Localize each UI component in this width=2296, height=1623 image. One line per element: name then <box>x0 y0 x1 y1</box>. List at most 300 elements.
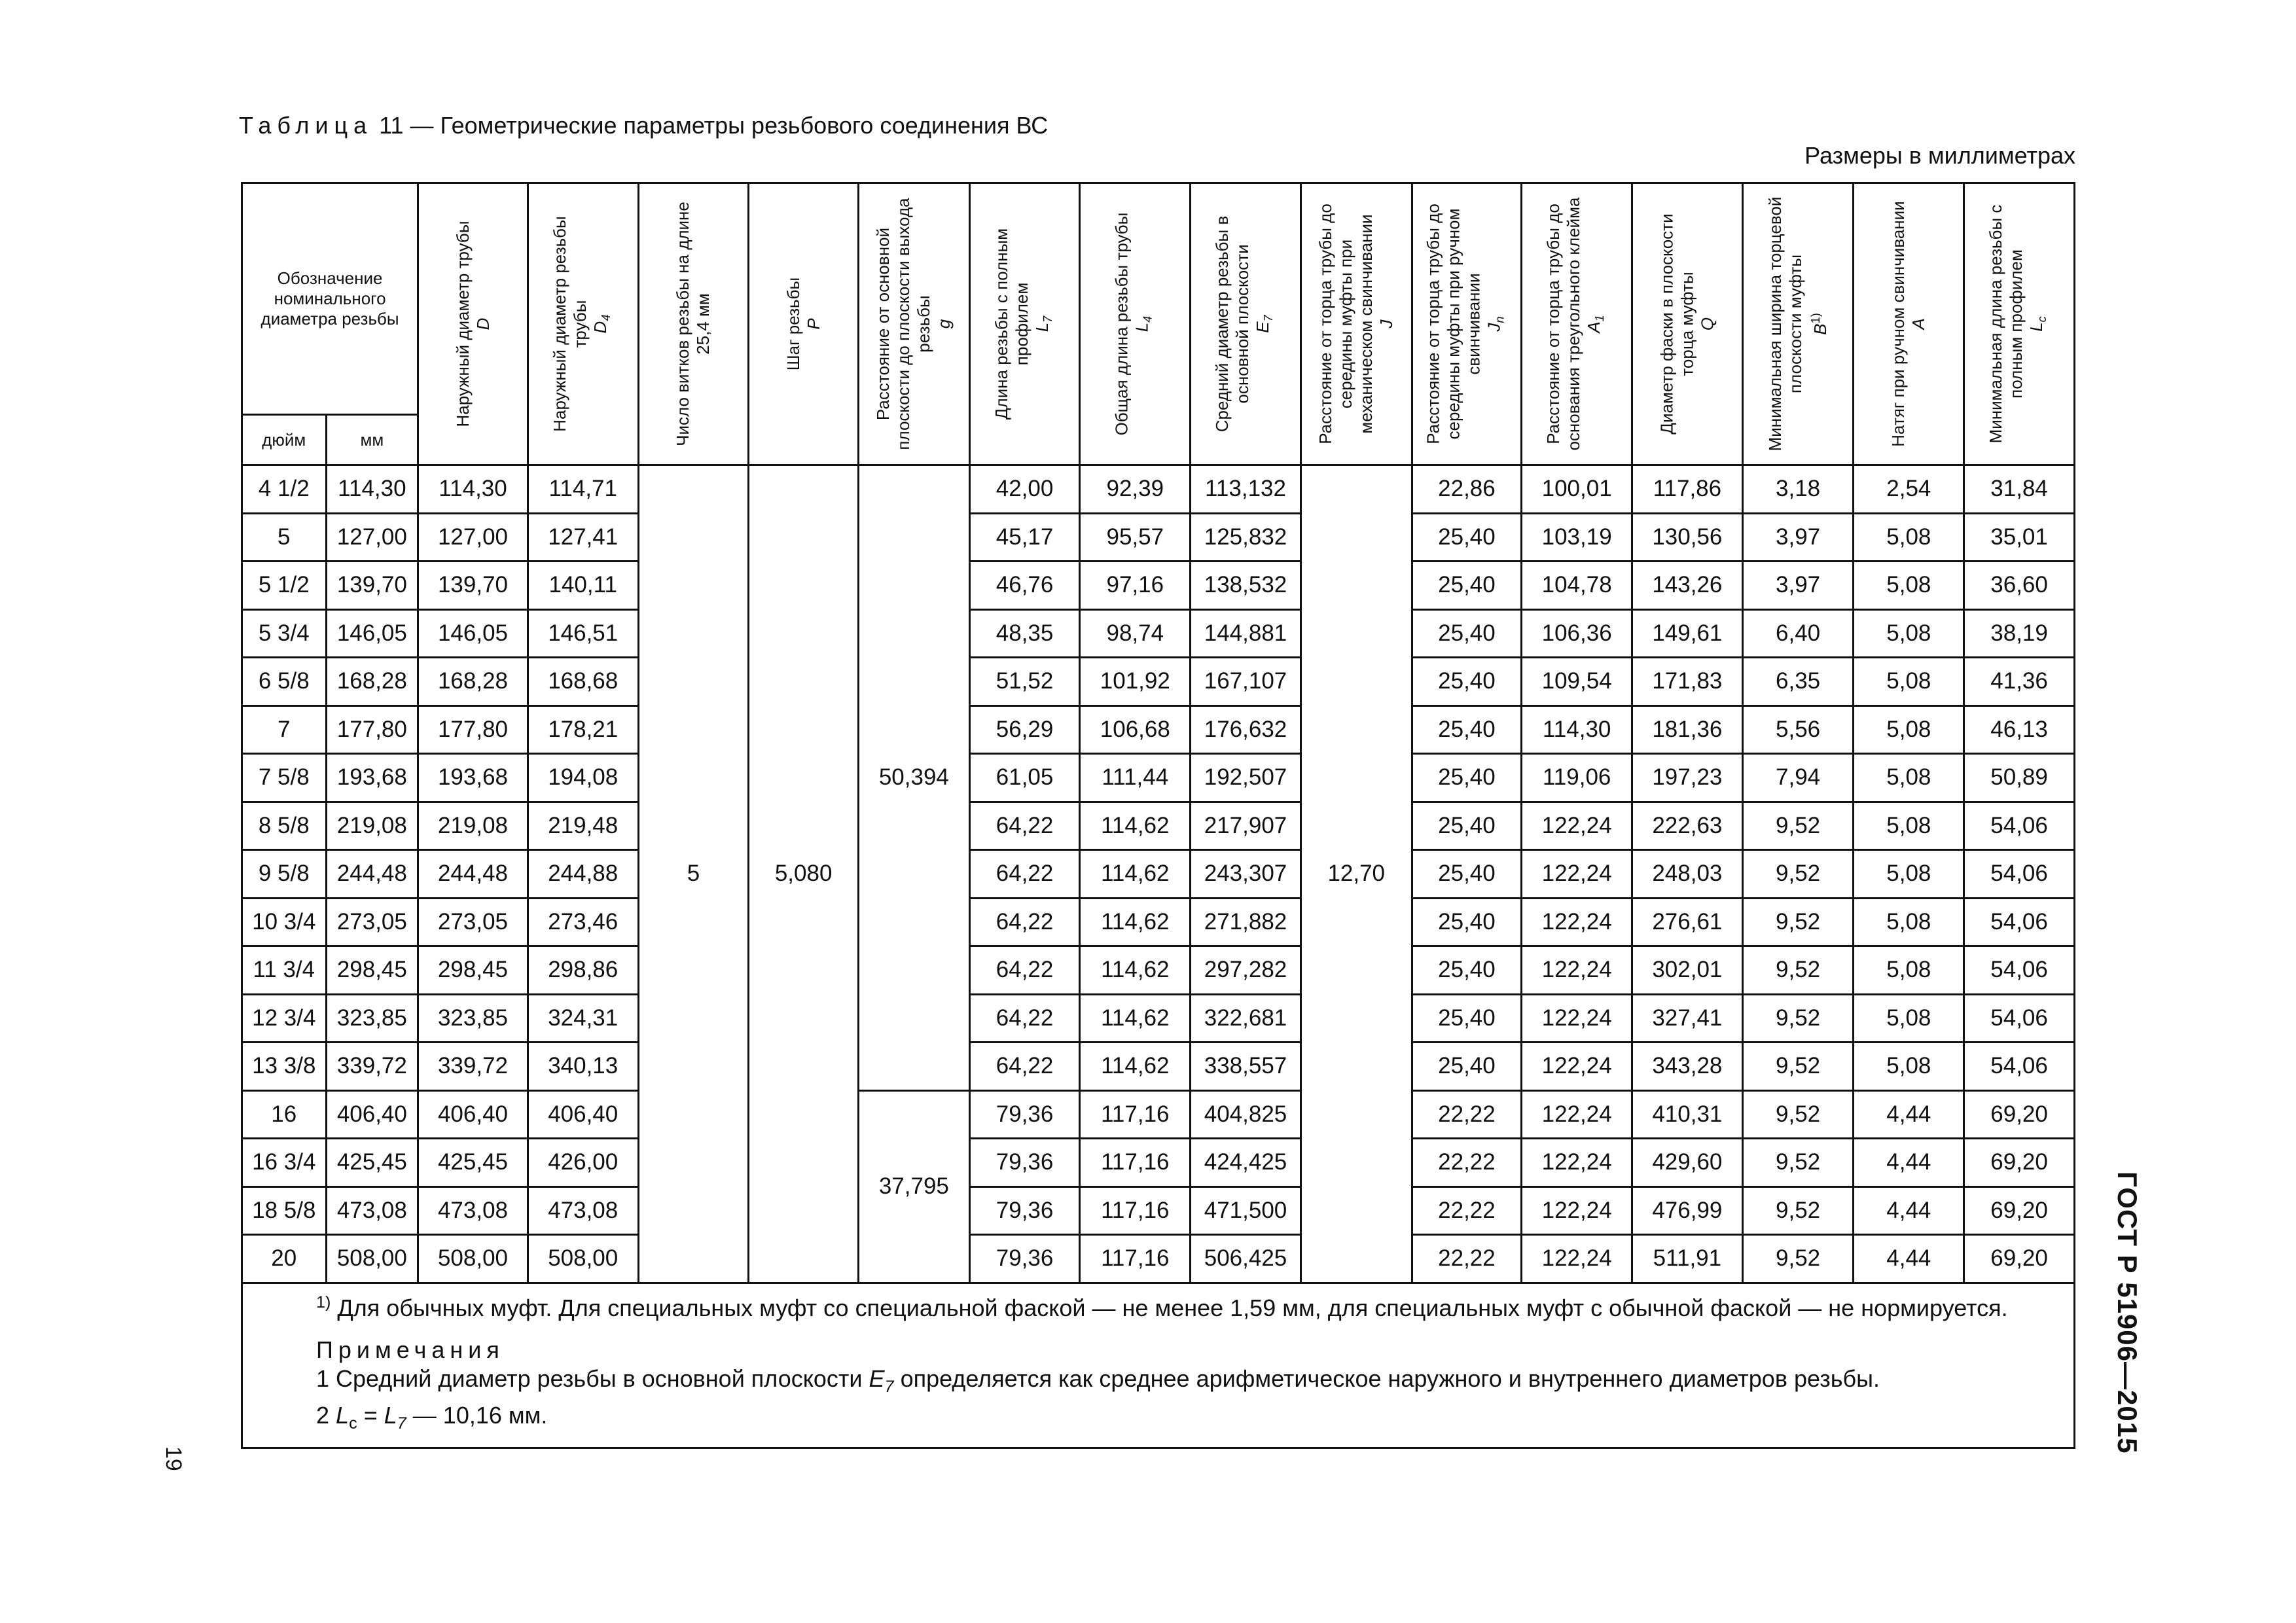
cell-l7: 64,22 <box>969 946 1080 995</box>
cell-pitch: 5,080 <box>749 465 859 1283</box>
cell-b: 7,94 <box>1742 754 1854 802</box>
cell-l4: 117,16 <box>1080 1139 1191 1187</box>
cell-l7: 61,05 <box>969 754 1080 802</box>
cell-a1: 103,19 <box>1522 513 1632 562</box>
cell-d4: 426,00 <box>528 1139 638 1187</box>
col-header-text <box>1986 193 2053 455</box>
cell-e7: 144,881 <box>1191 609 1301 658</box>
table-row <box>242 465 2075 514</box>
cell-lc: 69,20 <box>1964 1186 2075 1235</box>
cell-a1: 119,06 <box>1522 754 1632 802</box>
footnote-mark: 1) <box>316 1293 331 1311</box>
cell-jn: 25,40 <box>1412 705 1522 754</box>
col-header-text <box>1112 193 1158 455</box>
cell-d4: 508,00 <box>528 1235 638 1283</box>
cell-jn: 22,86 <box>1412 465 1522 514</box>
cell-d: 146,05 <box>418 609 528 658</box>
table-body <box>242 465 2075 1448</box>
caption-text: 11 — Геометрические параметры резьбового соединения ВС <box>379 112 1049 139</box>
col-header-text <box>1888 193 1929 455</box>
col-symbol: L <box>1031 322 1052 332</box>
col-symbol-sub: 1 <box>1593 315 1607 322</box>
cell-l7: 79,36 <box>969 1090 1080 1139</box>
col-symbol-sub: 7 <box>1041 315 1054 323</box>
cell-e7: 243,307 <box>1191 850 1301 899</box>
cell-b: 9,52 <box>1742 1090 1854 1139</box>
col-header-4 <box>859 183 970 465</box>
table-row <box>242 658 2075 706</box>
notes-cell <box>242 1283 2075 1448</box>
col-header-text <box>550 193 617 455</box>
cell-q: 476,99 <box>1632 1186 1743 1235</box>
col-label: Шаг резьбы <box>783 277 803 371</box>
cell-inch: 13 3/8 <box>242 1043 327 1091</box>
cell-lc: 36,60 <box>1964 562 2075 610</box>
cell-b: 9,52 <box>1742 1043 1854 1091</box>
cell-e7: 322,681 <box>1191 994 1301 1043</box>
cell-q: 171,83 <box>1632 658 1743 706</box>
cell-d: 139,70 <box>418 562 528 610</box>
cell-a: 4,44 <box>1854 1090 1964 1139</box>
cell-mm: 244,48 <box>326 850 418 899</box>
cell-q: 248,03 <box>1632 850 1743 899</box>
cell-mm: 273,05 <box>326 898 418 946</box>
caption-prefix: Таблица <box>239 112 373 139</box>
col-header-wrap <box>639 184 748 464</box>
cell-inch: 4 1/2 <box>242 465 327 514</box>
col-header-wrap <box>1744 184 1853 464</box>
col-label: Наружный диаметр трубы <box>452 221 473 427</box>
cell-l7: 79,36 <box>969 1186 1080 1235</box>
cell-a1: 100,01 <box>1522 465 1632 514</box>
cell-a: 5,08 <box>1854 994 1964 1043</box>
col-label: Расстояние от основной плоскости до плоскости выхода резьбы <box>873 198 934 450</box>
params-table <box>241 182 2075 1449</box>
cell-lc: 54,06 <box>1964 850 2075 899</box>
cell-d4: 340,13 <box>528 1043 638 1091</box>
col-header-7 <box>1191 183 1301 465</box>
note-2-symbol-a: L <box>336 1401 350 1429</box>
cell-a1: 122,24 <box>1522 1090 1632 1139</box>
cell-d4: 406,40 <box>528 1090 638 1139</box>
col-header-14 <box>1964 183 2075 465</box>
cell-lc: 35,01 <box>1964 513 2075 562</box>
cell-lc: 31,84 <box>1964 465 2075 514</box>
cell-jn: 25,40 <box>1412 658 1522 706</box>
table-row <box>242 898 2075 946</box>
cell-mm: 508,00 <box>326 1235 418 1283</box>
cell-d4: 178,21 <box>528 705 638 754</box>
cell-l4: 114,62 <box>1080 1043 1191 1091</box>
cell-inch: 11 3/4 <box>242 946 327 995</box>
col-header-wrap <box>1081 184 1189 464</box>
cell-lc: 41,36 <box>1964 658 2075 706</box>
cell-jn: 25,40 <box>1412 1043 1522 1091</box>
col-label: Минимальная длина резьбы с полным профилем <box>1985 204 2026 444</box>
cell-lc: 54,06 <box>1964 802 2075 850</box>
cell-mm: 114,30 <box>326 465 418 514</box>
cell-jn: 25,40 <box>1412 609 1522 658</box>
cell-q: 130,56 <box>1632 513 1743 562</box>
table-row <box>242 705 2075 754</box>
table-row <box>242 609 2075 658</box>
cell-d4: 219,48 <box>528 802 638 850</box>
table-row <box>242 754 2075 802</box>
col-symbol: D <box>590 321 610 334</box>
cell-a: 5,08 <box>1854 658 1964 706</box>
col-header-wrap <box>1191 184 1300 464</box>
cell-a1: 122,24 <box>1522 1139 1632 1187</box>
cell-inch: 6 5/8 <box>242 658 327 706</box>
col-symbol: P <box>803 318 823 330</box>
col-header-wrap <box>419 184 527 464</box>
col-header-text <box>1212 193 1279 455</box>
cell-l4: 95,57 <box>1080 513 1191 562</box>
cell-d: 298,45 <box>418 946 528 995</box>
cell-d: 114,30 <box>418 465 528 514</box>
cell-l7: 48,35 <box>969 609 1080 658</box>
col-header-wrap <box>1413 184 1521 464</box>
cell-inch: 10 3/4 <box>242 898 327 946</box>
cell-jn: 25,40 <box>1412 802 1522 850</box>
cell-a: 5,08 <box>1854 802 1964 850</box>
cell-d4: 473,08 <box>528 1186 638 1235</box>
cell-e7: 404,825 <box>1191 1090 1301 1139</box>
cell-jn: 25,40 <box>1412 946 1522 995</box>
table-row <box>242 802 2075 850</box>
cell-e7: 113,132 <box>1191 465 1301 514</box>
cell-mm: 139,70 <box>326 562 418 610</box>
cell-jn: 25,40 <box>1412 994 1522 1043</box>
col-symbol: J <box>1376 319 1397 329</box>
cell-d: 127,00 <box>418 513 528 562</box>
table-row <box>242 850 2075 899</box>
cell-q: 181,36 <box>1632 705 1743 754</box>
col-header-wrap <box>971 184 1079 464</box>
cell-jn: 22,22 <box>1412 1235 1522 1283</box>
col-header-8 <box>1300 183 1412 465</box>
cell-d: 425,45 <box>418 1139 528 1187</box>
cell-inch: 9 5/8 <box>242 850 327 899</box>
cell-jn: 25,40 <box>1412 562 1522 610</box>
col-label: Расстояние от торца трубы до середины муфты при механическом свинчивании <box>1316 204 1376 444</box>
cell-b: 3,97 <box>1742 562 1854 610</box>
cell-e7: 297,282 <box>1191 946 1301 995</box>
cell-b: 9,52 <box>1742 802 1854 850</box>
table-row <box>242 994 2075 1043</box>
cell-b: 6,35 <box>1742 658 1854 706</box>
cell-e7: 424,425 <box>1191 1139 1301 1187</box>
cell-lc: 69,20 <box>1964 1139 2075 1187</box>
col-header-6 <box>1080 183 1191 465</box>
col-label: Расстояние от торца трубы до основания треугольного клейма <box>1543 197 1584 451</box>
cell-q: 511,91 <box>1632 1235 1743 1283</box>
col-header-wrap <box>529 184 637 464</box>
col-symbol: L <box>2026 322 2046 332</box>
cell-a1: 122,24 <box>1522 994 1632 1043</box>
cell-l7: 79,36 <box>969 1139 1080 1187</box>
page-number: 19 <box>161 1446 186 1471</box>
cell-a: 5,08 <box>1854 562 1964 610</box>
notes-title: Примечания <box>316 1336 505 1363</box>
col-label: Наружный диаметр резьбы трубы <box>549 216 590 432</box>
cell-l4: 111,44 <box>1080 754 1191 802</box>
col-symbol: A <box>1909 318 1929 330</box>
table-row <box>242 562 2075 610</box>
cell-inch: 16 <box>242 1090 327 1139</box>
col-label: Минимальная ширина торцевой плоскости муфты <box>1765 196 1806 452</box>
cell-b: 9,52 <box>1742 994 1854 1043</box>
cell-d4: 298,86 <box>528 946 638 995</box>
table-header <box>242 183 2075 465</box>
cell-inch: 7 5/8 <box>242 754 327 802</box>
cell-lc: 54,06 <box>1964 946 2075 995</box>
cell-mm: 323,85 <box>326 994 418 1043</box>
cell-lc: 54,06 <box>1964 1043 2075 1091</box>
col-symbol: B <box>1810 323 1830 335</box>
note-2-symbol-a-sub: c <box>349 1414 357 1433</box>
cell-d4: 273,46 <box>528 898 638 946</box>
cell-e7: 192,507 <box>1191 754 1301 802</box>
cell-jn: 22,22 <box>1412 1186 1522 1235</box>
note-2-symbol-b: L <box>384 1401 397 1429</box>
cell-q: 197,23 <box>1632 754 1743 802</box>
note-1-symbol-sub: 7 <box>884 1377 894 1396</box>
cell-a: 5,08 <box>1854 513 1964 562</box>
cell-jn: 25,40 <box>1412 850 1522 899</box>
col-header-text <box>991 193 1058 455</box>
cell-mm: 168,28 <box>326 658 418 706</box>
cell-inch: 18 5/8 <box>242 1186 327 1235</box>
cell-l7: 51,52 <box>969 658 1080 706</box>
cell-a1: 114,30 <box>1522 705 1632 754</box>
cell-l4: 114,62 <box>1080 802 1191 850</box>
cell-a1: 104,78 <box>1522 562 1632 610</box>
cell-b: 9,52 <box>1742 946 1854 995</box>
col-symbol: L <box>1132 322 1152 332</box>
cell-l4: 101,92 <box>1080 658 1191 706</box>
cell-a1: 122,24 <box>1522 1235 1632 1283</box>
cell-e7: 338,557 <box>1191 1043 1301 1091</box>
cell-inch: 5 1/2 <box>242 562 327 610</box>
cell-jn: 22,22 <box>1412 1090 1522 1139</box>
table-row <box>242 946 2075 995</box>
note-1 <box>316 1364 2066 1401</box>
cell-a: 4,44 <box>1854 1139 1964 1187</box>
cell-lc: 38,19 <box>1964 609 2075 658</box>
cell-d: 323,85 <box>418 994 528 1043</box>
cell-d4: 114,71 <box>528 465 638 514</box>
inch-header: дюйм <box>242 415 327 465</box>
note-2-prefix: 2 <box>316 1401 330 1429</box>
col-header-wrap <box>749 184 857 464</box>
cell-l7: 64,22 <box>969 994 1080 1043</box>
cell-q: 143,26 <box>1632 562 1743 610</box>
col-header-1 <box>528 183 638 465</box>
cell-lc: 46,13 <box>1964 705 2075 754</box>
designation-header: Обозначение номинального диаметра резьбы <box>242 183 418 415</box>
cell-lc: 54,06 <box>1964 898 2075 946</box>
col-symbol: D <box>473 317 493 330</box>
col-symbol-sub: 4 <box>599 314 613 321</box>
cell-inch: 5 <box>242 513 327 562</box>
col-header-text <box>1543 193 1610 455</box>
cell-mm: 193,68 <box>326 754 418 802</box>
cell-a: 5,08 <box>1854 898 1964 946</box>
cell-l4: 117,16 <box>1080 1090 1191 1139</box>
footnote <box>316 1288 2066 1323</box>
cell-l4: 114,62 <box>1080 850 1191 899</box>
cell-g-first: 50,394 <box>859 465 970 1091</box>
col-header-text <box>673 193 713 455</box>
cell-l7: 64,22 <box>969 802 1080 850</box>
col-label: Расстояние от торца трубы до середины муфты при ручном свинчивании <box>1423 204 1484 444</box>
col-header-text <box>1423 193 1510 455</box>
col-header-13 <box>1854 183 1964 465</box>
cell-d: 339,72 <box>418 1043 528 1091</box>
cell-inch: 16 3/4 <box>242 1139 327 1187</box>
cell-lc: 54,06 <box>1964 994 2075 1043</box>
col-label: Число витков резьбы на длине 25,4 мм <box>673 202 713 446</box>
cell-q: 302,01 <box>1632 946 1743 995</box>
note-2-eq: = <box>363 1401 378 1429</box>
table-row <box>242 1139 2075 1187</box>
cell-b: 3,97 <box>1742 513 1854 562</box>
col-header-3 <box>749 183 859 465</box>
cell-d: 406,40 <box>418 1090 528 1139</box>
cell-e7: 176,632 <box>1191 705 1301 754</box>
col-header-wrap <box>1302 184 1411 464</box>
col-header-wrap <box>859 184 969 464</box>
cell-e7: 506,425 <box>1191 1235 1301 1283</box>
cell-b: 9,52 <box>1742 898 1854 946</box>
cell-d4: 194,08 <box>528 754 638 802</box>
note-2 <box>316 1401 2066 1438</box>
col-header-2 <box>638 183 749 465</box>
cell-g-second: 37,795 <box>859 1090 970 1283</box>
col-label: Длина резьбы с полным профилем <box>991 228 1031 420</box>
cell-a: 5,08 <box>1854 609 1964 658</box>
cell-d: 177,80 <box>418 705 528 754</box>
cell-l4: 117,16 <box>1080 1235 1191 1283</box>
cell-l7: 42,00 <box>969 465 1080 514</box>
cell-l4: 114,62 <box>1080 898 1191 946</box>
cell-a: 5,08 <box>1854 1043 1964 1091</box>
table-row <box>242 1043 2075 1091</box>
col-header-wrap <box>1965 184 2073 464</box>
cell-jn: 25,40 <box>1412 898 1522 946</box>
units-label: Размеры в миллиметрах <box>1804 142 2075 169</box>
table-row <box>242 513 2075 562</box>
table-row <box>242 1090 2075 1139</box>
col-symbol-sub: 7 <box>1262 315 1276 322</box>
table-row <box>242 1186 2075 1235</box>
cell-mm: 219,08 <box>326 802 418 850</box>
cell-e7: 271,882 <box>1191 898 1301 946</box>
col-label: Натяг при ручном свинчивании <box>1888 201 1909 447</box>
footnote-text: Для обычных муфт. Для специальных муфт со специальной фаской — не менее 1,59 мм, для специальных муфт с обычной фаской — не нормируется. <box>337 1294 2008 1321</box>
cell-a: 5,08 <box>1854 850 1964 899</box>
standard-number: ГОСТ Р 51906—2015 <box>2112 1171 2143 1454</box>
cell-b: 9,52 <box>1742 1235 1854 1283</box>
table-caption <box>239 111 1048 140</box>
cell-mm: 425,45 <box>326 1139 418 1187</box>
cell-q: 276,61 <box>1632 898 1743 946</box>
cell-lc: 50,89 <box>1964 754 2075 802</box>
cell-a1: 122,24 <box>1522 898 1632 946</box>
col-symbol-sub: 4 <box>1141 315 1155 323</box>
col-header-10 <box>1522 183 1632 465</box>
col-header-wrap <box>1854 184 1963 464</box>
col-header-text <box>1765 193 1831 455</box>
cell-lc: 69,20 <box>1964 1090 2075 1139</box>
cell-d: 273,05 <box>418 898 528 946</box>
cell-d4: 244,88 <box>528 850 638 899</box>
cell-l7: 46,76 <box>969 562 1080 610</box>
cell-inch: 12 3/4 <box>242 994 327 1043</box>
cell-lc: 69,20 <box>1964 1235 2075 1283</box>
cell-a1: 122,24 <box>1522 850 1632 899</box>
cell-jn: 25,40 <box>1412 754 1522 802</box>
notes-row <box>242 1283 2075 1448</box>
col-label: Общая длина резьбы трубы <box>1111 212 1132 436</box>
cell-d4: 140,11 <box>528 562 638 610</box>
col-header-text <box>1316 193 1397 455</box>
cell-a: 2,54 <box>1854 465 1964 514</box>
cell-a: 5,08 <box>1854 705 1964 754</box>
col-header-0 <box>418 183 528 465</box>
cell-d: 219,08 <box>418 802 528 850</box>
cell-a: 4,44 <box>1854 1186 1964 1235</box>
cell-mm: 406,40 <box>326 1090 418 1139</box>
note-2-tail: — 10,16 мм. <box>412 1401 548 1429</box>
cell-q: 343,28 <box>1632 1043 1743 1091</box>
col-label: Диаметр фаски в плоскости торца муфты <box>1657 213 1697 435</box>
col-symbol-sup: 1) <box>1809 313 1823 324</box>
cell-l7: 64,22 <box>969 898 1080 946</box>
cell-e7: 471,500 <box>1191 1186 1301 1235</box>
cell-a: 5,08 <box>1854 754 1964 802</box>
cell-a1: 122,24 <box>1522 1043 1632 1091</box>
note-1-text: 1 Средний диаметр резьбы в основной плоскости <box>316 1364 863 1392</box>
col-symbol-sub: c <box>2036 316 2049 323</box>
cell-jn: 22,22 <box>1412 1139 1522 1187</box>
cell-a1: 122,24 <box>1522 946 1632 995</box>
cell-inch: 20 <box>242 1235 327 1283</box>
cell-a: 4,44 <box>1854 1235 1964 1283</box>
cell-e7: 138,532 <box>1191 562 1301 610</box>
col-header-wrap <box>1633 184 1742 464</box>
note-1-tail: определяется как среднее арифметическое наружного и внутреннего диаметров резьбы. <box>900 1364 1880 1392</box>
cell-b: 3,18 <box>1742 465 1854 514</box>
cell-a: 5,08 <box>1854 946 1964 995</box>
cell-q: 149,61 <box>1632 609 1743 658</box>
cell-b: 6,40 <box>1742 609 1854 658</box>
cell-j: 12,70 <box>1300 465 1412 1283</box>
cell-b: 9,52 <box>1742 1139 1854 1187</box>
col-symbol: A <box>1584 321 1604 333</box>
col-header-text <box>453 193 493 455</box>
col-header-text <box>873 193 954 455</box>
cell-b: 9,52 <box>1742 1186 1854 1235</box>
col-header-12 <box>1742 183 1854 465</box>
cell-d4: 324,31 <box>528 994 638 1043</box>
cell-l7: 64,22 <box>969 1043 1080 1091</box>
cell-d4: 168,68 <box>528 658 638 706</box>
cell-l7: 64,22 <box>969 850 1080 899</box>
cell-turns: 5 <box>638 465 749 1283</box>
cell-l4: 106,68 <box>1080 705 1191 754</box>
